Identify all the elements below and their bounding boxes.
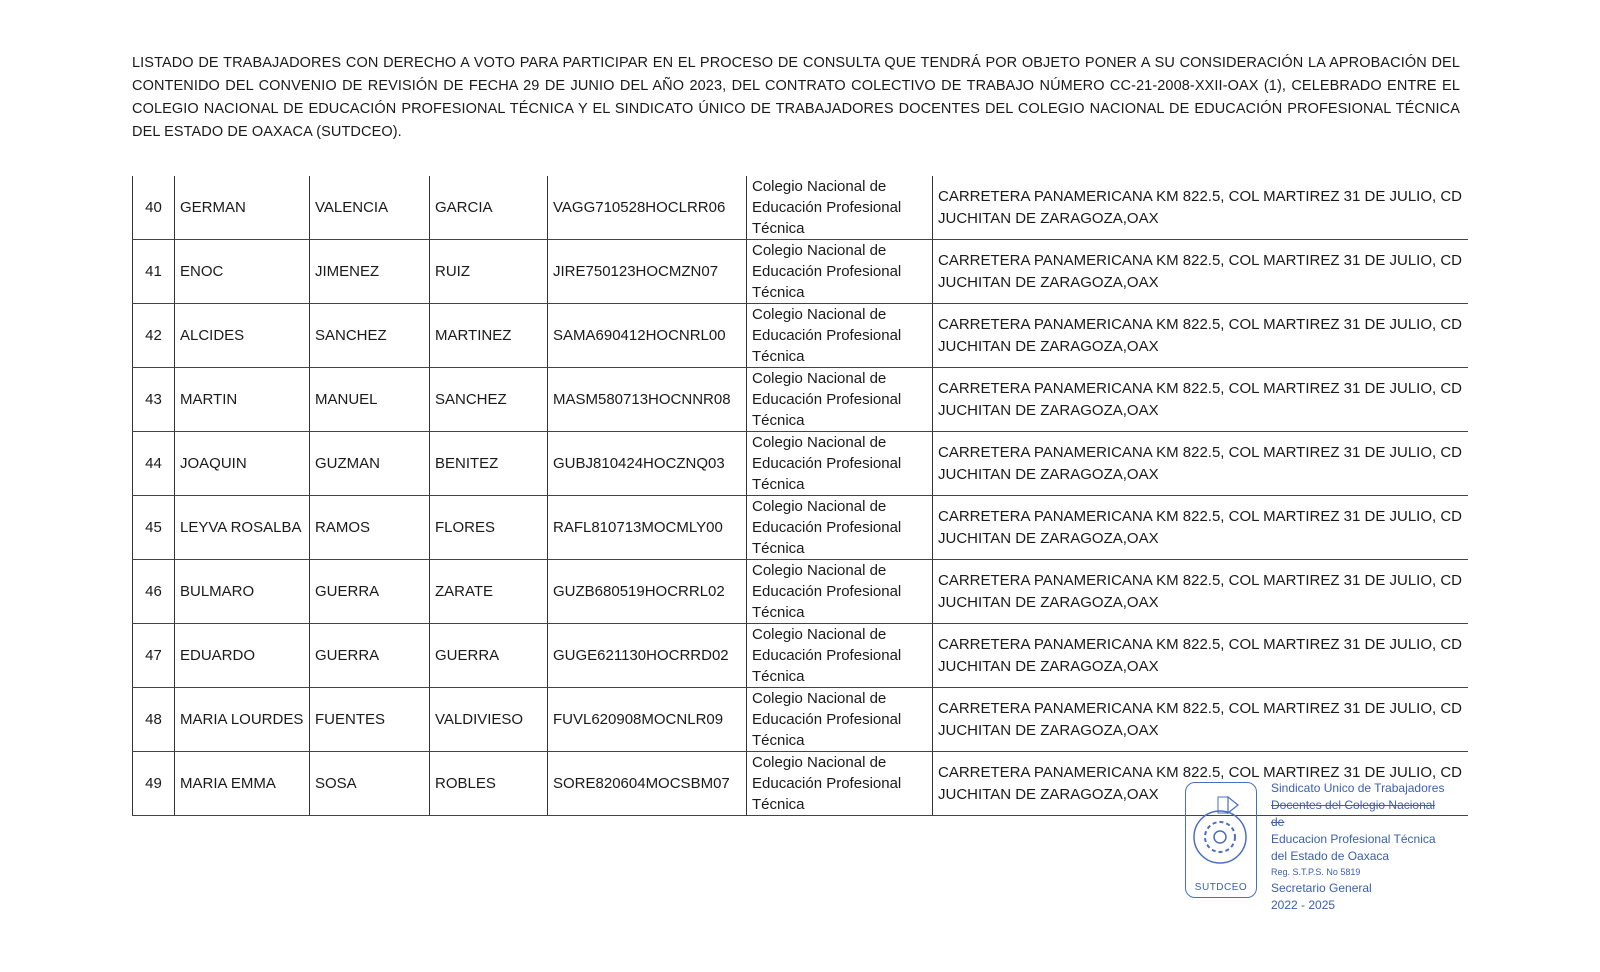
curp-cell: VAGG710528HOCLRR06 bbox=[548, 176, 747, 240]
table-row bbox=[133, 432, 1468, 496]
maternal-surname-cell: MARTINEZ bbox=[430, 304, 548, 368]
row-number: 42 bbox=[133, 304, 175, 368]
row-number: 49 bbox=[133, 752, 175, 816]
workers-table bbox=[132, 176, 1468, 816]
table-row bbox=[133, 560, 1468, 624]
paternal-surname-cell: JIMENEZ bbox=[310, 240, 430, 304]
paternal-surname-cell: GUZMAN bbox=[310, 432, 430, 496]
address-cell: CARRETERA PANAMERICANA KM 822.5, COL MARTIREZ 31 DE JULIO, CD JUCHITAN DE ZARAGOZA,OAX bbox=[933, 624, 1468, 688]
curp-cell: RAFL810713MOCMLY00 bbox=[548, 496, 747, 560]
institution-cell: Colegio Nacional de Educación Profesional Técnica bbox=[747, 560, 933, 624]
curp-cell: SAMA690412HOCNRL00 bbox=[548, 304, 747, 368]
maternal-surname-cell: FLORES bbox=[430, 496, 548, 560]
row-number: 43 bbox=[133, 368, 175, 432]
institution-cell: Colegio Nacional de Educación Profesional Técnica bbox=[747, 176, 933, 240]
first-name-cell: MARIA EMMA bbox=[175, 752, 310, 816]
maternal-surname-cell: ROBLES bbox=[430, 752, 548, 816]
paternal-surname-cell: SOSA bbox=[310, 752, 430, 816]
first-name-cell: EDUARDO bbox=[175, 624, 310, 688]
row-number: 46 bbox=[133, 560, 175, 624]
maternal-surname-cell: RUIZ bbox=[430, 240, 548, 304]
paternal-surname-cell: GUERRA bbox=[310, 560, 430, 624]
curp-cell: GUZB680519HOCRRL02 bbox=[548, 560, 747, 624]
row-number: 47 bbox=[133, 624, 175, 688]
institution-cell: Colegio Nacional de Educación Profesional Técnica bbox=[747, 368, 933, 432]
institution-cell: Colegio Nacional de Educación Profesional Técnica bbox=[747, 240, 933, 304]
stamp-line: Sindicato Unico de Trabajadores bbox=[1271, 781, 1445, 795]
first-name-cell: JOAQUIN bbox=[175, 432, 310, 496]
maternal-surname-cell: VALDIVIESO bbox=[430, 688, 548, 752]
stamp-registration: Reg. S.T.P.S. No 5819 bbox=[1271, 867, 1361, 877]
table-row bbox=[133, 176, 1468, 240]
first-name-cell: MARIA LOURDES bbox=[175, 688, 310, 752]
stamp-line: Docentes del Colegio Nacional de bbox=[1271, 798, 1436, 829]
address-cell: CARRETERA PANAMERICANA KM 822.5, COL MARTIREZ 31 DE JULIO, CD JUCHITAN DE ZARAGOZA,OAX bbox=[933, 176, 1468, 240]
address-cell: CARRETERA PANAMERICANA KM 822.5, COL MARTIREZ 31 DE JULIO, CD JUCHITAN DE ZARAGOZA,OAX bbox=[933, 304, 1468, 368]
workers-table-body bbox=[133, 176, 1468, 816]
stamp-text bbox=[1271, 780, 1451, 914]
institution-cell: Colegio Nacional de Educación Profesional Técnica bbox=[747, 432, 933, 496]
table-row bbox=[133, 368, 1468, 432]
stamp-line: 2022 - 2025 bbox=[1271, 898, 1336, 912]
paternal-surname-cell: FUENTES bbox=[310, 688, 430, 752]
address-cell: CARRETERA PANAMERICANA KM 822.5, COL MARTIREZ 31 DE JULIO, CD JUCHITAN DE ZARAGOZA,OAX bbox=[933, 368, 1468, 432]
row-number: 48 bbox=[133, 688, 175, 752]
paternal-surname-cell: RAMOS bbox=[310, 496, 430, 560]
row-number: 40 bbox=[133, 176, 175, 240]
address-cell: CARRETERA PANAMERICANA KM 822.5, COL MARTIREZ 31 DE JULIO, CD JUCHITAN DE ZARAGOZA,OAX bbox=[933, 432, 1468, 496]
address-cell: CARRETERA PANAMERICANA KM 822.5, COL MARTIREZ 31 DE JULIO, CD JUCHITAN DE ZARAGOZA,OAX bbox=[933, 688, 1468, 752]
paternal-surname-cell: GUERRA bbox=[310, 624, 430, 688]
first-name-cell: ENOC bbox=[175, 240, 310, 304]
paternal-surname-cell: SANCHEZ bbox=[310, 304, 430, 368]
address-cell: CARRETERA PANAMERICANA KM 822.5, COL MARTIREZ 31 DE JULIO, CD JUCHITAN DE ZARAGOZA,OAX bbox=[933, 240, 1468, 304]
maternal-surname-cell: ZARATE bbox=[430, 560, 548, 624]
stamp-line: del Estado de Oaxaca bbox=[1271, 849, 1390, 863]
institution-cell: Colegio Nacional de Educación Profesional Técnica bbox=[747, 688, 933, 752]
first-name-cell: ALCIDES bbox=[175, 304, 310, 368]
address-cell: CARRETERA PANAMERICANA KM 822.5, COL MARTIREZ 31 DE JULIO, CD JUCHITAN DE ZARAGOZA,OAX bbox=[933, 560, 1468, 624]
curp-cell: FUVL620908MOCNLR09 bbox=[548, 688, 747, 752]
row-number: 45 bbox=[133, 496, 175, 560]
curp-cell: SORE820604MOCSBM07 bbox=[548, 752, 747, 816]
address-cell: CARRETERA PANAMERICANA KM 822.5, COL MARTIREZ 31 DE JULIO, CD JUCHITAN DE ZARAGOZA,OAX bbox=[933, 496, 1468, 560]
row-number: 44 bbox=[133, 432, 175, 496]
table-row bbox=[133, 496, 1468, 560]
paternal-surname-cell: VALENCIA bbox=[310, 176, 430, 240]
first-name-cell: LEYVA ROSALBA bbox=[175, 496, 310, 560]
curp-cell: GUBJ810424HOCZNQ03 bbox=[548, 432, 747, 496]
table-row bbox=[133, 240, 1468, 304]
curp-cell: GUGE621130HOCRRD02 bbox=[548, 624, 747, 688]
table-row bbox=[133, 688, 1468, 752]
stamp-line: Educacion Profesional Técnica bbox=[1271, 832, 1436, 846]
institution-cell: Colegio Nacional de Educación Profesional Técnica bbox=[747, 496, 933, 560]
maternal-surname-cell: SANCHEZ bbox=[430, 368, 548, 432]
curp-cell: MASM580713HOCNNR08 bbox=[548, 368, 747, 432]
paternal-surname-cell: MANUEL bbox=[310, 368, 430, 432]
institution-cell: Colegio Nacional de Educación Profesional Técnica bbox=[747, 624, 933, 688]
gear-emblem-icon bbox=[1188, 787, 1252, 877]
table-row bbox=[133, 624, 1468, 688]
first-name-cell: BULMARO bbox=[175, 560, 310, 624]
seal-label: SUTDCEO bbox=[1194, 882, 1248, 893]
document-heading: LISTADO DE TRABAJADORES CON DERECHO A VOTO PARA PARTICIPAR EN EL PROCESO DE CONSULTA QUE TENDRÁ POR OBJETO PONER A SU CONSIDERACIÓN LA APROBACIÓN DEL CONTENIDO DEL CONVENIO DE REVISIÓN DE FECHA 29 DE JUNIO DEL AÑO 2023, DEL CONTRATO COLECTIVO DE TRABAJO NÚMERO CC-21-2008-XXII-OAX (1), CELEBRADO ENTRE EL COLEGIO NACIONAL DE EDUCACIÓN PROFESIONAL TÉCNICA Y EL SINDICATO ÚNICO DE TRABAJADORES DOCENTES DEL COLEGIO NACIONAL DE EDUCACIÓN PROFESIONAL TÉCNICA DEL ESTADO DE OAXACA (SUTDCEO). bbox=[132, 55, 1460, 140]
address-cell: CARRETERA PANAMERICANA KM 822.5, COL MARTIREZ 31 DE JULIO, CD JUCHITAN DE ZARAGOZA,OAX bbox=[933, 752, 1468, 816]
institution-cell: Colegio Nacional de Educación Profesional Técnica bbox=[747, 752, 933, 816]
institution-cell: Colegio Nacional de Educación Profesional Técnica bbox=[747, 304, 933, 368]
union-seal-logo bbox=[1185, 782, 1257, 898]
first-name-cell: GERMAN bbox=[175, 176, 310, 240]
maternal-surname-cell: GUERRA bbox=[430, 624, 548, 688]
maternal-surname-cell: GARCIA bbox=[430, 176, 548, 240]
table-row bbox=[133, 304, 1468, 368]
union-stamp bbox=[1185, 780, 1445, 912]
curp-cell: JIRE750123HOCMZN07 bbox=[548, 240, 747, 304]
maternal-surname-cell: BENITEZ bbox=[430, 432, 548, 496]
row-number: 41 bbox=[133, 240, 175, 304]
stamp-line: Secretario General bbox=[1271, 881, 1372, 895]
first-name-cell: MARTIN bbox=[175, 368, 310, 432]
